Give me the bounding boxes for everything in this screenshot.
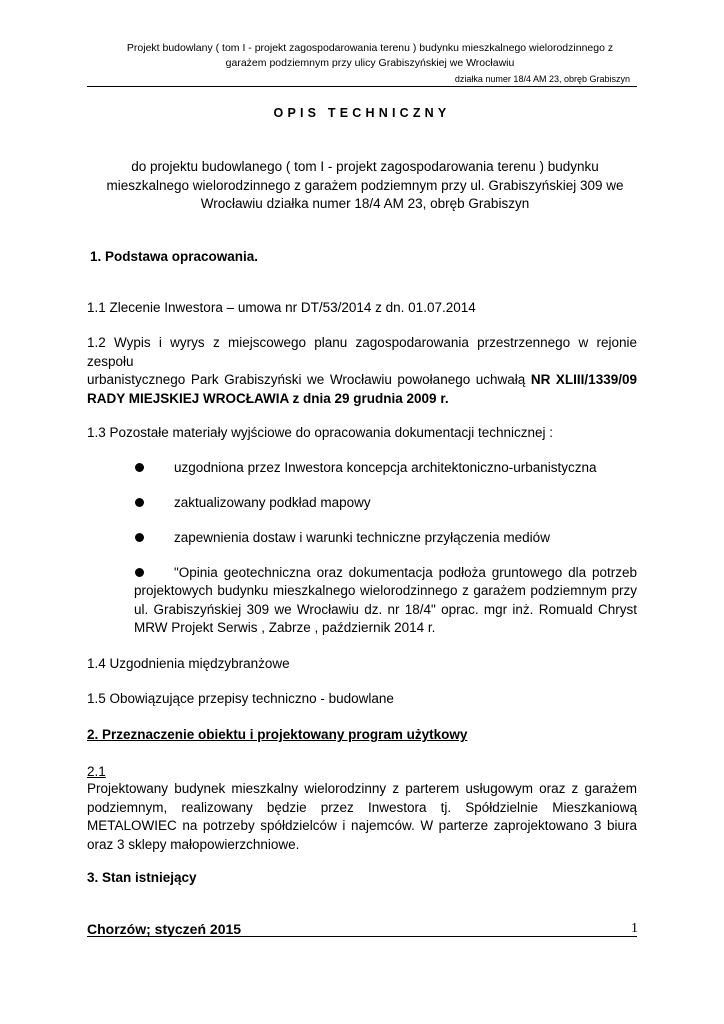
header-line-1: Projekt budowlany ( tom I - projekt zagospodarowania terenu ) budynku mieszkalnego wielorodzinnego z (126, 42, 614, 54)
section-2-heading: 2. Przeznaczenie obiektu i projektowany program użytkowy (87, 727, 468, 742)
bullet-dot-3 (135, 533, 144, 542)
item-1-1: 1.1 Zlecenie Inwestora – umowa nr DT/53/2014 z dn. 01.07.2014 (87, 300, 476, 315)
bullet-item-3: zapewnienia dostaw i warunki techniczne przyłączenia mediów (174, 530, 550, 545)
section-2-1-line-2: podziemnym, realizowany będzie przez Inwestora tj. Spółdzielnie Mieszkaniową (87, 799, 637, 815)
section-2-1-line-4: oraz 3 sklepy małopowierzchniowe. (87, 836, 300, 852)
bullet-item-4-line-4: MRW Projekt Serwis , Zabrze , październik 2014 r. (134, 620, 436, 635)
document-title: OPIS TECHNICZNY (273, 106, 451, 120)
bullet-item-1: uzgodniona przez Inwestora koncepcja architektoniczno-urbanistyczna (174, 460, 597, 475)
header-divider (87, 86, 637, 87)
footer-divider (87, 936, 637, 937)
bullet-item-4-first-line (174, 564, 637, 583)
intro-line-2: mieszkalnego wielorodzinnego z garażem podziemnym przy ul. Grabiszyńskiej 309 we (106, 177, 624, 193)
section-2-1-line-1: Projektowany budynek mieszkalny wielorodzinny z parterem usługowym oraz z garażem (87, 781, 637, 796)
page-number: 1 (631, 921, 638, 936)
bullet-item-4-line-3: ul. Grabiszyńskiej 309 we Wrocławiu dz. nr 18/4" oprac. mgr inż. Romuald Chryst (134, 601, 637, 617)
bullet-item-2: zaktualizowany podkład mapowy (174, 495, 371, 510)
section-1-heading: 1. Podstawa opracowania. (90, 249, 259, 264)
bullet-item-4-line-1: "Opinia geotechniczna oraz dokumentacja podłoża gruntowego dla potrzeb (174, 565, 637, 580)
header-line-2: garażem podziemnym przy ulicy Grabiszyńskiej we Wrocławiu (225, 57, 515, 69)
item-1-2-line-2 (87, 371, 637, 390)
resolution-number: NR XLIII/1339/09 (530, 372, 637, 387)
footer-place-date: Chorzów; styczeń 2015 (87, 921, 242, 937)
intro-line-1: do projektu budowlanego ( tom I - projekt zagospodarowania terenu ) budynku (131, 159, 599, 174)
item-1-2-line-3: RADY MIEJSKIEJ WROCŁAWIA z dnia 29 grudnia 2009 r. (87, 390, 449, 406)
section-2-1-paragraph (87, 780, 637, 854)
bullet-item-4-line-2: projektowych budynku mieszkalnego wielorodzinnego z garażem podziemnym przy (134, 583, 637, 598)
item-1-3: 1.3 Pozostałe materiały wyjściowe do opracowania dokumentacji technicznej : (87, 425, 553, 440)
header-line-3: działka numer 18/4 AM 23, obręb Grabiszyn (454, 74, 630, 84)
section-2-1-number: 2.1 (87, 764, 106, 779)
item-1-4: 1.4 Uzgodnienia międzybranżowe (87, 656, 290, 671)
bullet-dot-4 (135, 568, 144, 577)
item-1-2-line-2-text: urbanistycznego Park Grabiszyński we Wrocławiu powołanego uchwałą (87, 372, 531, 387)
bullet-dot-1 (135, 463, 144, 472)
bullet-item-4 (134, 582, 637, 638)
item-1-2 (87, 334, 637, 408)
section-3-heading: 3. Stan istniejący (87, 870, 197, 885)
intro-paragraph (100, 158, 630, 214)
bullet-dot-2 (135, 498, 144, 507)
intro-line-3: Wrocławiu działka numer 18/4 AM 23, obręb Grabiszyn (200, 196, 530, 211)
item-1-2-line-1: 1.2 Wypis i wyrys z miejscowego planu zagospodarowania przestrzennego w rejonie zespołu (87, 335, 637, 369)
section-2-1-line-3: METALOWIEC na potrzeby spółdzielców i najemców. W parterze zaprojektowano 3 biura (87, 818, 637, 833)
item-1-5: 1.5 Obowiązujące przepisy techniczno - budowlane (87, 691, 394, 706)
